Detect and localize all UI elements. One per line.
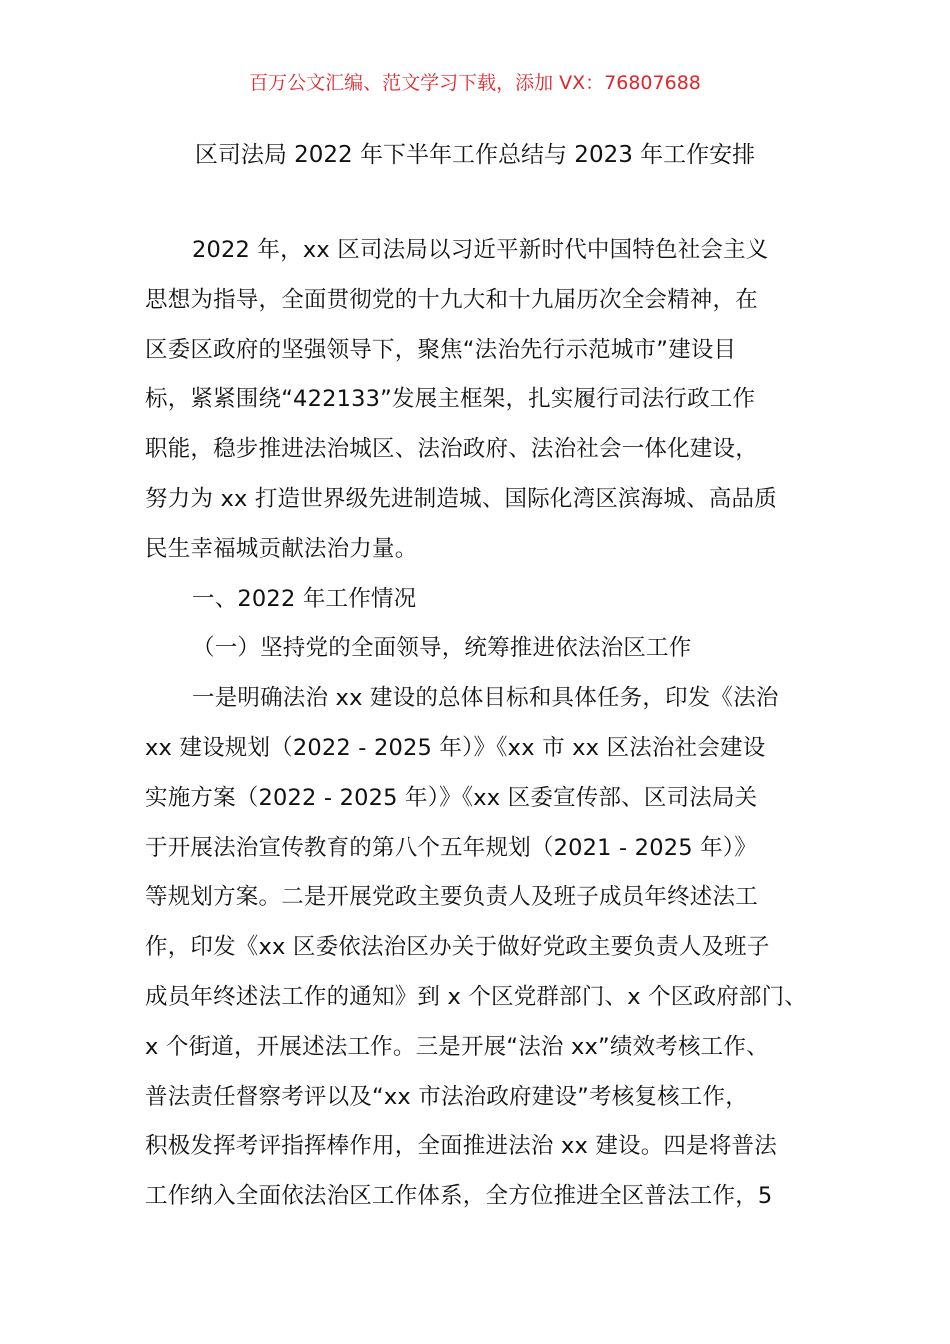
body-text-line: 于开展法治宣传教育的第八个五年规划（2021 - 2025 年）》 bbox=[145, 834, 757, 861]
body-text-line: 民生幸福城贡献法治力量。 bbox=[145, 535, 418, 562]
body-text-line: 积极发挥考评指挥棒作用，全面推进法治 xx 建设。四是将普法 bbox=[145, 1133, 777, 1160]
body-text-line: 等规划方案。二是开展党政主要负责人及班子成员年终述法工 bbox=[145, 884, 758, 911]
body-text-line: 工作纳入全面依法治区工作体系，全方位推进全区普法工作，5 bbox=[145, 1183, 773, 1210]
body-text-line: xx 建设规划（2022 - 2025 年）》《xx 市 xx 区法治社会建设 bbox=[145, 734, 766, 761]
body-text-line: 实施方案（2022 - 2025 年）》《xx 区委宣传部、区司法局关 bbox=[145, 784, 758, 811]
body-text-line: 职能，稳步推进法治城区、法治政府、法治社会一体化建设， bbox=[145, 436, 758, 463]
body-text-line: x 个街道，开展述法工作。三是开展“法治 xx”绩效考核工作、 bbox=[145, 1033, 769, 1060]
body-text-line: 一、2022 年工作情况 bbox=[192, 585, 417, 612]
body-text-line: 标，紧紧围绕“422133”发展主框架，扎实履行司法行政工作 bbox=[145, 386, 756, 413]
body-text-line: 作，印发《xx 区委依法治区办关于做好党政主要负责人及班子 bbox=[145, 934, 770, 961]
body-text-line: 普法责任督察考评以及“xx 市法治政府建设”考核复核工作， bbox=[145, 1083, 748, 1110]
body-text-line: 努力为 xx 打造世界级先进制造城、国际化湾区滨海城、高品质 bbox=[145, 485, 777, 512]
document-body bbox=[145, 233, 810, 1229]
body-text-line: 思想为指导，全面贯彻党的十九大和十九届历次全会精神，在 bbox=[145, 286, 758, 313]
body-text-line: 一是明确法治 xx 建设的总体目标和具体任务，印发《法治 bbox=[192, 685, 779, 712]
document-title: 区司法局 2022 年下半年工作总结与 2023 年工作安排 bbox=[194, 142, 756, 168]
body-text-line: （一）坚持党的全面领导，统筹推进依法治区工作 bbox=[192, 635, 692, 662]
watermark-header: 百万公文汇编、范文学习下载，添加 VX：76807688 bbox=[249, 72, 701, 94]
body-text-line: 2022 年，xx 区司法局以习近平新时代中国特色社会主义 bbox=[192, 237, 769, 263]
body-text-line: 成员年终述法工作的通知》到 x 个区党群部门、x 个区政府部门、 bbox=[145, 983, 807, 1010]
body-text-line: 区委区政府的坚强领导下，聚焦“法治先行示范城市”建设目 bbox=[145, 336, 737, 363]
